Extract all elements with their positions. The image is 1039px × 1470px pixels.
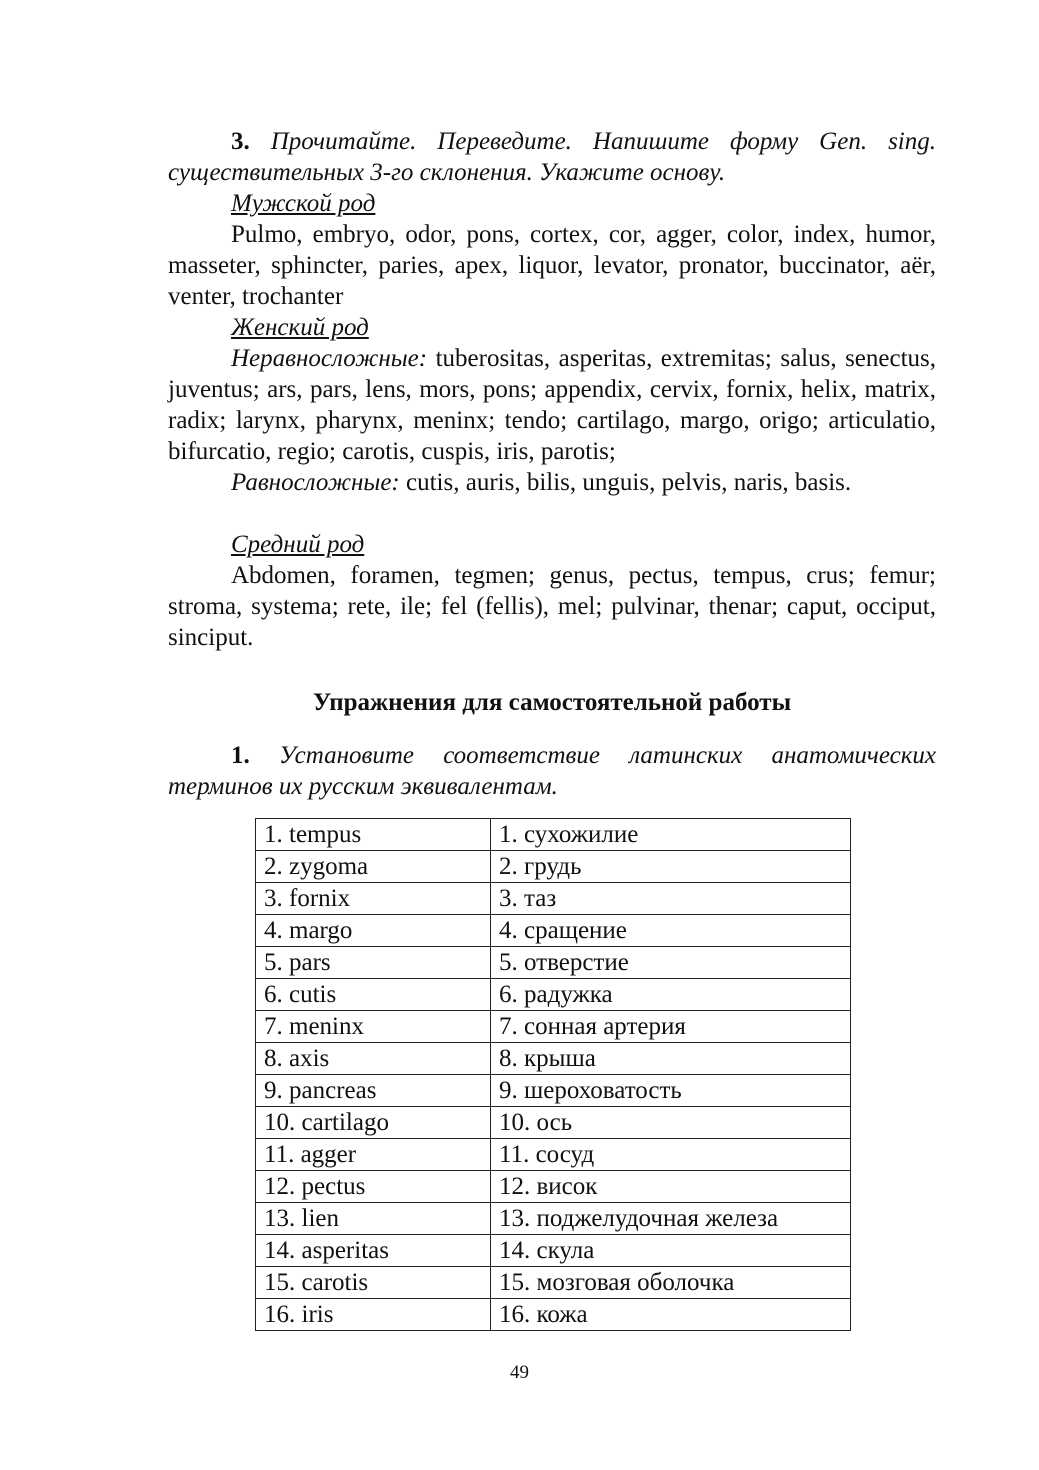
latin-term-cell: 8. axis <box>256 1043 491 1075</box>
latin-term-cell: 16. iris <box>256 1299 491 1331</box>
feminine-heading: Женский род <box>231 314 369 341</box>
neuter-heading: Средний род <box>231 531 365 558</box>
page-content <box>168 126 937 1328</box>
russian-term-cell: 2. грудь <box>491 851 851 883</box>
table-row <box>256 819 851 851</box>
exercise1-instruction-text: Установите соответствие латинских анатомических терминов их русским эквивалентам. <box>168 742 936 800</box>
feminine-unequal <box>168 343 936 467</box>
exercise1-number: 1. <box>231 742 250 769</box>
latin-term-cell: 9. pancreas <box>256 1075 491 1107</box>
matching-table <box>255 818 851 1331</box>
latin-term-cell: 6. cutis <box>256 979 491 1011</box>
table-row <box>256 1235 851 1267</box>
equal-words: cutis, auris, bilis, unguis, pelvis, naris, basis. <box>406 469 852 496</box>
latin-term-cell: 1. tempus <box>256 819 491 851</box>
latin-term-cell: 11. agger <box>256 1139 491 1171</box>
table-row <box>256 1171 851 1203</box>
exercise1-instruction <box>168 740 936 802</box>
russian-term-cell: 7. сонная артерия <box>491 1011 851 1043</box>
table-row <box>256 1075 851 1107</box>
masculine-heading: Мужской род <box>231 190 376 217</box>
russian-term-cell: 10. ось <box>491 1107 851 1139</box>
masculine-words: Pulmo, embryo, odor, pons, cortex, cor, agger, color, index, humor, masseter, sphincter, paries, apex, liquor, levator, pronator, buccinator, aёr, venter, trochanter <box>168 221 936 310</box>
russian-term-cell: 14. скула <box>491 1235 851 1267</box>
task3-instruction <box>168 126 936 188</box>
latin-term-cell: 15. carotis <box>256 1267 491 1299</box>
table-row <box>256 979 851 1011</box>
russian-term-cell: 6. радужка <box>491 979 851 1011</box>
latin-term-cell: 4. margo <box>256 915 491 947</box>
russian-term-cell: 13. поджелудочная железа <box>491 1203 851 1235</box>
latin-term-cell: 10. cartilago <box>256 1107 491 1139</box>
table-row <box>256 1043 851 1075</box>
russian-term-cell: 9. шероховатость <box>491 1075 851 1107</box>
latin-term-cell: 3. fornix <box>256 883 491 915</box>
table-row <box>256 1299 851 1331</box>
russian-term-cell: 11. сосуд <box>491 1139 851 1171</box>
latin-term-cell: 7. meninx <box>256 1011 491 1043</box>
feminine-equal <box>168 467 936 498</box>
table-row <box>256 915 851 947</box>
latin-term-cell: 5. pars <box>256 947 491 979</box>
table-row <box>256 1267 851 1299</box>
russian-term-cell: 8. крыша <box>491 1043 851 1075</box>
equal-label: Равносложные: <box>231 469 400 496</box>
unequal-label: Неравносложные: <box>231 345 428 372</box>
latin-term-cell: 12. pectus <box>256 1171 491 1203</box>
page-number: 49 <box>510 1362 529 1383</box>
table-row <box>256 1011 851 1043</box>
spacer <box>168 498 936 529</box>
matching-table-body <box>256 819 851 1331</box>
russian-term-cell: 3. таз <box>491 883 851 915</box>
russian-term-cell: 1. сухожилие <box>491 819 851 851</box>
latin-term-cell: 14. asperitas <box>256 1235 491 1267</box>
russian-term-cell: 16. кожа <box>491 1299 851 1331</box>
table-row <box>256 1139 851 1171</box>
table-row <box>256 1203 851 1235</box>
table-row <box>256 851 851 883</box>
russian-term-cell: 12. висок <box>491 1171 851 1203</box>
unequal-words: tuberositas, asperitas, extremitas; salus, senectus, juventus; ars, pars, lens, mors, pons; appendix, cervix, fornix, helix, matrix, radix; larynx, pharynx, meninx; tendo; cartilago, margo, origo; articulatio, bifurcatio, regio; carotis, cuspis, iris, parotis; <box>168 345 937 465</box>
russian-term-cell: 15. мозговая оболочка <box>491 1267 851 1299</box>
task3-instruction-text: Прочитайте. Переведите. Напишите форму Gen. sing. существительных 3-го склонения. Укажите основу. <box>168 128 936 186</box>
table-row <box>256 1107 851 1139</box>
latin-term-cell: 13. lien <box>256 1203 491 1235</box>
table-row <box>256 947 851 979</box>
table-row <box>256 883 851 915</box>
section-title: Упражнения для самостоятельной работы <box>312 689 792 716</box>
russian-term-cell: 4. сращение <box>491 915 851 947</box>
russian-term-cell: 5. отверстие <box>491 947 851 979</box>
task3-number: 3. <box>231 128 250 155</box>
neuter-words: Abdomen, foramen, tegmen; genus, pectus, tempus, crus; femur; stroma, systema; rete, ile; fel (fellis), mel; pulvinar, thenar; caput, occiput, sinciput. <box>168 562 936 651</box>
latin-term-cell: 2. zygoma <box>256 851 491 883</box>
